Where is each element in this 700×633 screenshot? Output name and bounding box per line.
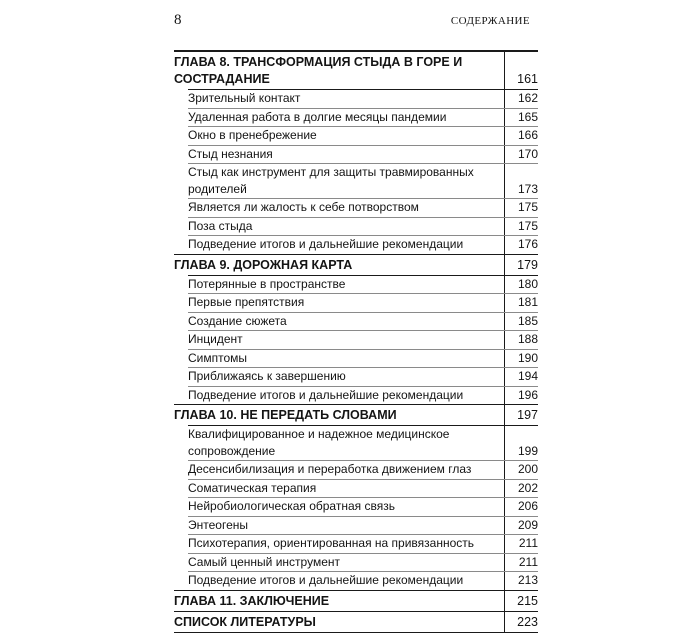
entry-page-number: 173 xyxy=(517,181,538,196)
toc-entry xyxy=(188,534,538,553)
toc-entry-list xyxy=(188,275,538,405)
entry-title: Нейробиологическая обратная связь xyxy=(188,499,395,513)
toc-entry xyxy=(188,163,538,198)
entry-page-number: 211 xyxy=(518,554,538,569)
toc-entry xyxy=(188,198,538,217)
entry-title: Стыд как инструмент для защиты травмированных родителей xyxy=(188,165,474,196)
running-head: СОДЕРЖАНИЕ xyxy=(450,15,530,27)
entry-title: Создание сюжета xyxy=(188,313,287,328)
entry-title: Подведение итогов и дальнейшие рекомендации xyxy=(188,387,464,402)
toc-entry xyxy=(188,367,538,386)
entry-title: Симптомы xyxy=(188,350,248,365)
toc-entry xyxy=(188,426,538,460)
toc-entry xyxy=(188,217,538,236)
entry-title: Соматическая терапия xyxy=(188,480,317,495)
entry-page-number: 211 xyxy=(518,536,538,550)
toc-entry xyxy=(188,235,538,254)
entry-page-number: 165 xyxy=(517,109,538,124)
entry-page-number: 180 xyxy=(517,276,538,291)
entry-title: Десенсибилизация и переработка движением глаз xyxy=(188,462,472,476)
toc-entry xyxy=(188,90,538,108)
toc-chapter xyxy=(174,254,538,405)
toc-chapter-heading xyxy=(174,612,538,632)
toc-entry xyxy=(188,126,538,145)
toc-entry xyxy=(188,276,538,294)
toc-entry xyxy=(188,108,538,127)
entry-title: Является ли жалость к себе потворством xyxy=(188,200,419,214)
toc-entry xyxy=(188,553,538,572)
chapter-page-number: 161 xyxy=(517,72,538,86)
entry-page-number: 181 xyxy=(517,295,538,309)
page-number: 8 xyxy=(174,12,182,28)
entry-page-number: 175 xyxy=(517,200,538,214)
chapter-page-number: 197 xyxy=(517,408,538,422)
chapter-title: СПИСОК ЛИТЕРАТУРЫ xyxy=(174,614,316,629)
entry-title: Психотерапия, ориентированная на привязанность xyxy=(188,536,475,550)
toc-entry xyxy=(188,145,538,164)
toc-chapter-heading xyxy=(174,591,538,611)
toc-chapter-heading xyxy=(174,52,538,89)
entry-page-number: 170 xyxy=(517,146,538,161)
entry-title: Самый ценный инструмент xyxy=(188,554,340,569)
chapter-page-number: 179 xyxy=(517,257,538,272)
entry-title: Стыд незнания xyxy=(188,146,273,161)
toc-chapter xyxy=(174,590,538,611)
entry-title: Окно в пренебрежение xyxy=(188,128,317,142)
chapter-page-number: 215 xyxy=(517,593,538,608)
entry-title: Зрительный контакт xyxy=(188,91,301,105)
toc-chapter-heading xyxy=(174,255,538,275)
toc-entry xyxy=(188,330,538,349)
toc-entry xyxy=(188,293,538,312)
chapter-page-number: 223 xyxy=(517,614,538,629)
entry-page-number: 190 xyxy=(517,350,538,365)
entry-title: Инцидент xyxy=(188,332,243,346)
entry-page-number: 176 xyxy=(517,237,538,251)
entry-title: Удаленная работа в долгие месяцы пандемии xyxy=(188,109,447,124)
chapter-title: ГЛАВА 10. НЕ ПЕРЕДАТЬ СЛОВАМИ xyxy=(174,408,397,422)
entry-page-number: 213 xyxy=(517,573,538,587)
toc-entry xyxy=(188,349,538,368)
toc-entry xyxy=(188,516,538,535)
toc-entry-list xyxy=(188,89,538,254)
entry-page-number: 175 xyxy=(517,218,538,233)
toc-chapter xyxy=(174,50,538,254)
chapter-title: ГЛАВА 9. ДОРОЖНАЯ КАРТА xyxy=(174,257,353,272)
toc-chapter xyxy=(174,404,538,590)
entry-title: Поза стыда xyxy=(188,218,253,233)
entry-page-number: 185 xyxy=(517,313,538,328)
toc-chapter-heading xyxy=(174,405,538,425)
chapter-title: ГЛАВА 8. ТРАНСФОРМАЦИЯ СТЫДА В ГОРЕ И СОСТРАДАНИЕ xyxy=(174,55,463,86)
entry-title: Энтеогены xyxy=(188,517,248,532)
entry-title: Потерянные в пространстве xyxy=(188,276,346,291)
toc-entry xyxy=(188,460,538,479)
entry-page-number: 194 xyxy=(517,369,538,383)
toc-entry xyxy=(188,386,538,405)
entry-title: Подведение итогов и дальнейшие рекомендации xyxy=(188,237,464,251)
entry-page-number: 188 xyxy=(517,332,538,346)
entry-page-number: 202 xyxy=(517,480,538,495)
entry-page-number: 166 xyxy=(517,128,538,142)
toc-chapter xyxy=(174,611,538,633)
toc-entry-list xyxy=(188,425,538,590)
entry-page-number: 209 xyxy=(517,517,538,532)
entry-title: Квалифицированное и надежное медицинское сопровождение xyxy=(188,427,450,458)
table-of-contents xyxy=(174,50,538,633)
entry-title: Приближаясь к завершению xyxy=(188,369,346,383)
entry-page-number: 162 xyxy=(517,91,538,105)
toc-entry xyxy=(188,312,538,331)
chapter-title: ГЛАВА 11. ЗАКЛЮЧЕНИЕ xyxy=(174,593,330,608)
toc-entry xyxy=(188,497,538,516)
entry-title: Первые препятствия xyxy=(188,295,305,309)
entry-page-number: 196 xyxy=(517,387,538,402)
entry-page-number: 199 xyxy=(517,443,538,458)
toc-entry xyxy=(188,571,538,590)
entry-title: Подведение итогов и дальнейшие рекомендации xyxy=(188,573,464,587)
toc-entry xyxy=(188,479,538,498)
entry-page-number: 206 xyxy=(517,499,538,513)
entry-page-number: 200 xyxy=(517,462,538,476)
